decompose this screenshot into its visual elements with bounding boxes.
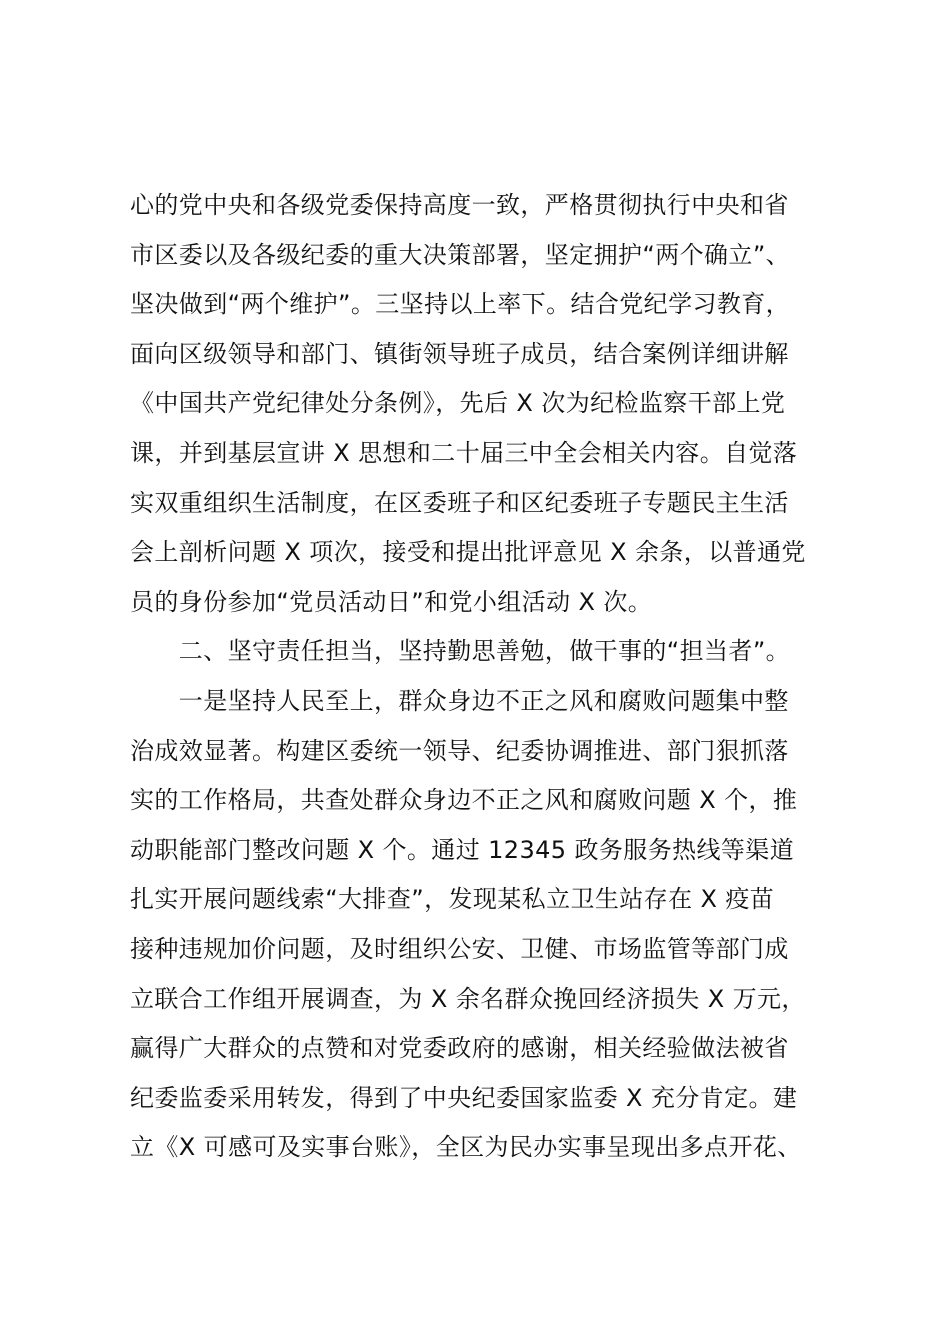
body-text xyxy=(130,181,850,1173)
text-line: 纪委监委采用转发，得到了中央纪委国家监委 X 充分肯定。建 xyxy=(130,1083,798,1112)
text-line: 赢得广大群众的点赞和对党委政府的感谢，相关经验做法被省 xyxy=(130,1034,789,1063)
text-line: 会上剖析问题 X 项次，接受和提出批评意见 X 余条，以普通党 xyxy=(130,538,806,567)
text-line: 《中国共产党纪律处分条例》，先后 X 次为纪检监察干部上党 xyxy=(130,389,786,418)
text-line: 实双重组织生活制度，在区委班子和区纪委班子专题民主生活 xyxy=(130,488,789,517)
text-line: 动职能部门整改问题 X 个。通过 12345 政务服务热线等渠道 xyxy=(130,835,795,864)
text-line: 坚决做到“两个维护”。三坚持以上率下。结合党纪学习教育， xyxy=(130,290,791,319)
text-line: 实的工作格局，共查处群众身边不正之风和腐败问题 X 个，推 xyxy=(130,786,798,815)
text-line: 面向区级领导和部门、镇街领导班子成员，结合案例详细讲解 xyxy=(130,339,789,368)
text-line: 扎实开展问题线索“大排查”，发现某私立卫生站存在 X 疫苗 xyxy=(130,885,775,914)
text-line: 接种违规加价问题，及时组织公安、卫健、市场监管等部门成 xyxy=(130,934,789,963)
text-line: 一是坚持人民至上，群众身边不正之风和腐败问题集中整 xyxy=(130,686,789,715)
text-line: 立《X 可感可及实事台账》，全区为民办实事呈现出多点开花、 xyxy=(130,1133,802,1162)
text-line: 治成效显著。构建区委统一领导、纪委协调推进、部门狠抓落 xyxy=(130,736,789,765)
section-heading: 二、坚守责任担当，坚持勤思善勉，做干事的“担当者”。 xyxy=(130,637,791,666)
text-line: 员的身份参加“党员活动日”和党小组活动 X 次。 xyxy=(130,587,653,616)
text-line: 立联合工作组开展调查，为 X 余名群众挽回经济损失 X 万元， xyxy=(130,984,806,1013)
text-line: 心的党中央和各级党委保持高度一致，严格贯彻执行中央和省 xyxy=(130,191,789,219)
text-line: 课，并到基层宣讲 X 思想和二十届三中全会相关内容。自觉落 xyxy=(130,438,798,467)
text-line: 市区委以及各级纪委的重大决策部署，坚定拥护“两个确立”、 xyxy=(130,240,791,269)
